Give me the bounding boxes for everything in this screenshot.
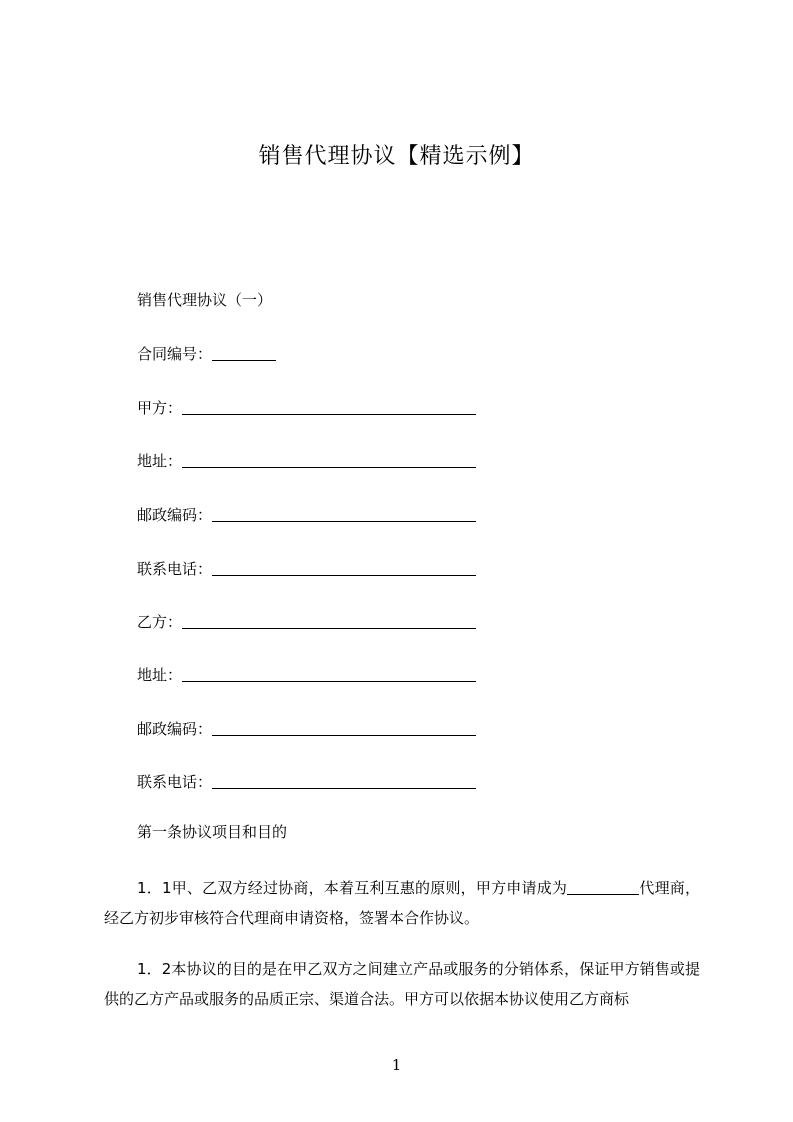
party-a-label: 甲方： — [137, 399, 183, 417]
party-a-address-label: 地址： — [137, 452, 183, 470]
party-a-phone-label: 联系电话： — [137, 560, 213, 578]
party-b-postcode-label: 邮政编码： — [137, 720, 213, 738]
party-a-address-blank — [182, 452, 476, 468]
agreement-subtitle: 销售代理协议（一） — [137, 291, 273, 309]
party-b-address-line — [137, 664, 476, 686]
party-a-line — [137, 397, 476, 419]
party-b-address-blank — [182, 666, 476, 682]
party-b-phone-line — [137, 771, 476, 793]
page-number: 1 — [391, 1056, 402, 1074]
party-b-address-label: 地址： — [137, 666, 183, 684]
contract-number-blank — [212, 345, 276, 361]
party-a-address-line — [137, 450, 476, 472]
party-a-blank — [182, 399, 476, 415]
agent-name-blank — [567, 879, 639, 895]
clause-1-1 — [104, 873, 700, 933]
party-b-phone-label: 联系电话： — [137, 773, 213, 791]
party-b-blank — [182, 613, 476, 629]
party-a-phone-blank — [212, 560, 476, 576]
contract-number-line — [137, 343, 276, 365]
party-b-label: 乙方： — [137, 613, 183, 631]
party-a-postcode-line — [137, 504, 476, 526]
contract-number-label: 合同编号： — [137, 345, 213, 363]
party-a-postcode-label: 邮政编码： — [137, 506, 213, 524]
party-b-line — [137, 611, 476, 633]
party-b-postcode-blank — [212, 720, 476, 736]
clause-1-2: 1．2本协议的目的是在甲乙双方之间建立产品或服务的分销体系，保证甲方销售或提供的乙方产品或服务的品质正宗、渠道合法。甲方可以依据本协议使用乙方商标 — [104, 960, 700, 1008]
article-1-title: 第一条协议项目和目的 — [137, 823, 288, 841]
party-b-postcode-line — [137, 718, 476, 740]
clause-1-1-text-before: 1．1甲、乙双方经过协商，本着互利互惠的原则，甲方申请成为 — [137, 879, 568, 897]
document-title: 销售代理协议【精选示例】 — [258, 144, 535, 169]
party-a-phone-line — [137, 558, 476, 580]
clause-1-1-text-after: 代理商，经乙方初步审核符合代理商申请资格，签署本合作协议。 — [104, 879, 700, 927]
party-a-postcode-blank — [212, 506, 476, 522]
party-b-phone-blank — [212, 773, 476, 789]
